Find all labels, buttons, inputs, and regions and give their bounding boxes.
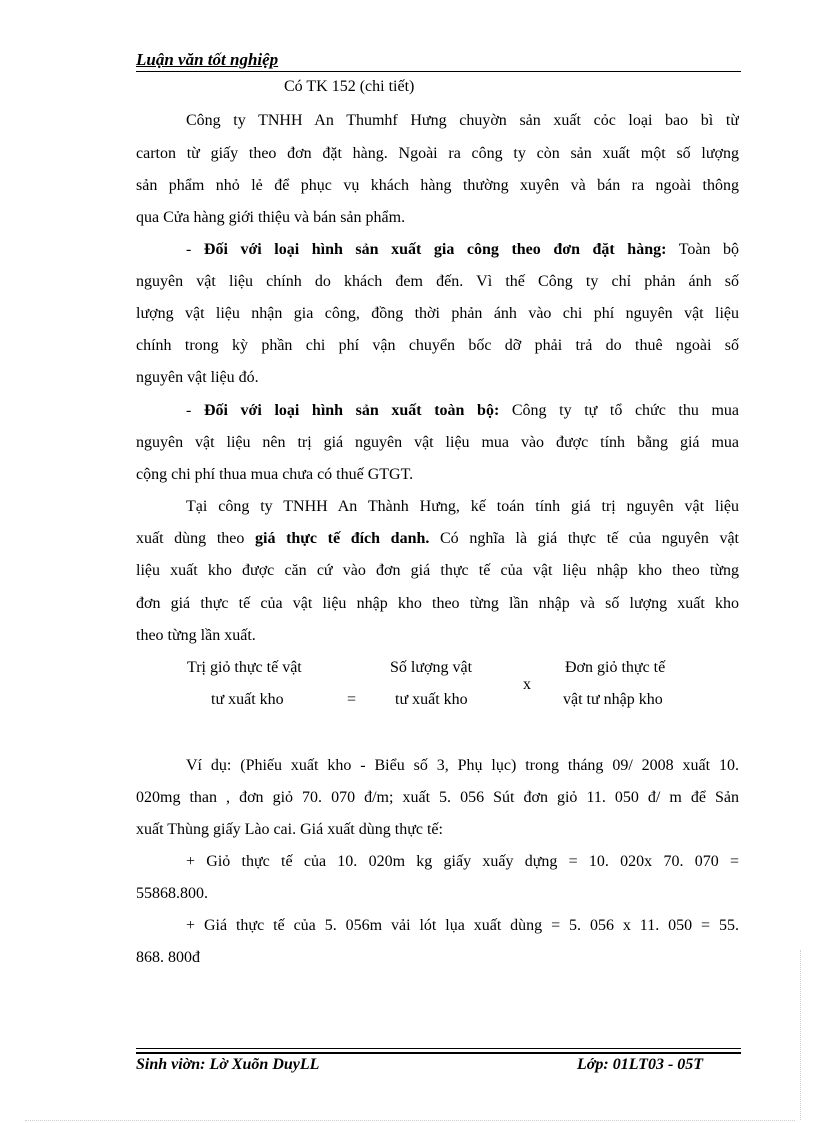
page-edge-dotted-bottom — [25, 1120, 795, 1121]
p7-line-2: 868. 800đ — [136, 949, 200, 966]
p6-line-1: + Giỏ thực tế của 10. 020m kg giấy xuấy dựng = 10. 020x 70. 070 = — [186, 853, 739, 870]
formula-times: x — [523, 676, 531, 693]
p6-line-2: 55868.800. — [136, 885, 208, 902]
p2-line-4: chính trong kỳ phần chi phí vận chuyển bốc dỡ phải trả do thuê ngoài số — [136, 337, 739, 354]
p4-line-5: theo từng lần xuất. — [136, 627, 256, 644]
p5-line-1: Ví dụ: (Phiếu xuất kho - Biểu số 3, Phụ lục) trong tháng 09/ 2008 xuất 10. — [186, 757, 739, 774]
footer-rule-thick — [136, 1052, 741, 1054]
formula-right-line-1: Đơn giỏ thực tế — [565, 659, 666, 676]
formula-right-line-2: vật tư nhập kho — [563, 691, 663, 708]
footer-class: Lớp: 01LT03 - 05T — [577, 1056, 704, 1073]
footer-rule-thin — [136, 1048, 741, 1049]
p1-line-3: sản phẩm nhỏ lẻ để phục vụ khách hàng thường xuyên và bán ra ngoài thông — [136, 177, 739, 194]
formula-equals: = — [347, 691, 357, 708]
p1-line-1: Công ty TNHH An Thumhf Hưng chuyờn sản xuất cỏc loại bao bì từ — [186, 112, 739, 129]
header-rule — [136, 71, 741, 72]
p7-line-1: + Giá thực tế của 5. 056m vải lót lụa xuất dùng = 5. 056 x 11. 050 = 55. — [186, 917, 739, 934]
formula-mid-line-1: Số lượng vật — [390, 659, 473, 676]
p1-line-2: carton từ giấy theo đơn đặt hàng. Ngoài ra công ty còn sản xuất một số lượng — [136, 145, 739, 162]
credit-line: Có TK 152 (chi tiết) — [284, 78, 415, 95]
p3-line-3: cộng chi phí thua mua chưa có thuế GTGT. — [136, 466, 414, 483]
p1-line-4: qua Cửa hàng giới thiệu và bán sản phẩm. — [136, 209, 406, 226]
p2-line-5: nguyên vật liệu đó. — [136, 369, 259, 386]
p5-line-3: xuất Thùng giấy Lào cai. Giá xuất dùng thực tế: — [136, 821, 443, 838]
p3-line-2: nguyên vật liệu nên trị giá nguyên vật liệu mua vào được tính bằng giá mua — [136, 434, 739, 451]
footer-student: Sinh viờn: Lờ Xuõn DuyLL — [136, 1056, 320, 1073]
p4-line-4: đơn giá thực tế của vật liệu nhập kho theo từng lần nhập và số lượng xuất kho — [136, 595, 739, 612]
formula-left-line-2: tư xuất kho — [211, 691, 284, 708]
p5-line-2: 020mg than , đơn giỏ 70. 070 đ/m; xuất 5. 056 Sút đơn giỏ 11. 050 đ/ m để Sản — [136, 789, 739, 806]
formula-mid-line-2: tư xuất kho — [395, 691, 468, 708]
p2-line-3: lượng vật liệu nhận gia công, đồng thời phản ánh vào chi phí nguyên vật liệu — [136, 305, 739, 322]
page-edge-dotted-right — [800, 950, 801, 1120]
p4-line-1: Tại công ty TNHH An Thành Hưng, kế toán tính giá trị nguyên vật liệu — [186, 498, 739, 515]
p4-line-2: xuất dùng theo giá thực tế đích danh. Có nghĩa là giá thực tế của nguyên vật — [136, 530, 739, 547]
p4-line-3: liệu xuất kho được căn cứ vào đơn giá thực tế của vật liệu nhập kho theo từng — [136, 562, 739, 579]
formula-left-line-1: Trị giỏ thực tế vật — [187, 659, 302, 676]
p3-line-1: - Đối với loại hình sản xuất toàn bộ: Công ty tự tổ chức thu mua — [186, 402, 739, 419]
page-header-title: Luận văn tốt nghiệp — [136, 50, 279, 69]
p2-line-1: - Đối với loại hình sản xuất gia công theo đơn đặt hàng: Toàn bộ — [186, 241, 739, 258]
p2-line-2: nguyên vật liệu chính do khách đem đến. Vì thế Công ty chỉ phản ánh số — [136, 273, 739, 290]
